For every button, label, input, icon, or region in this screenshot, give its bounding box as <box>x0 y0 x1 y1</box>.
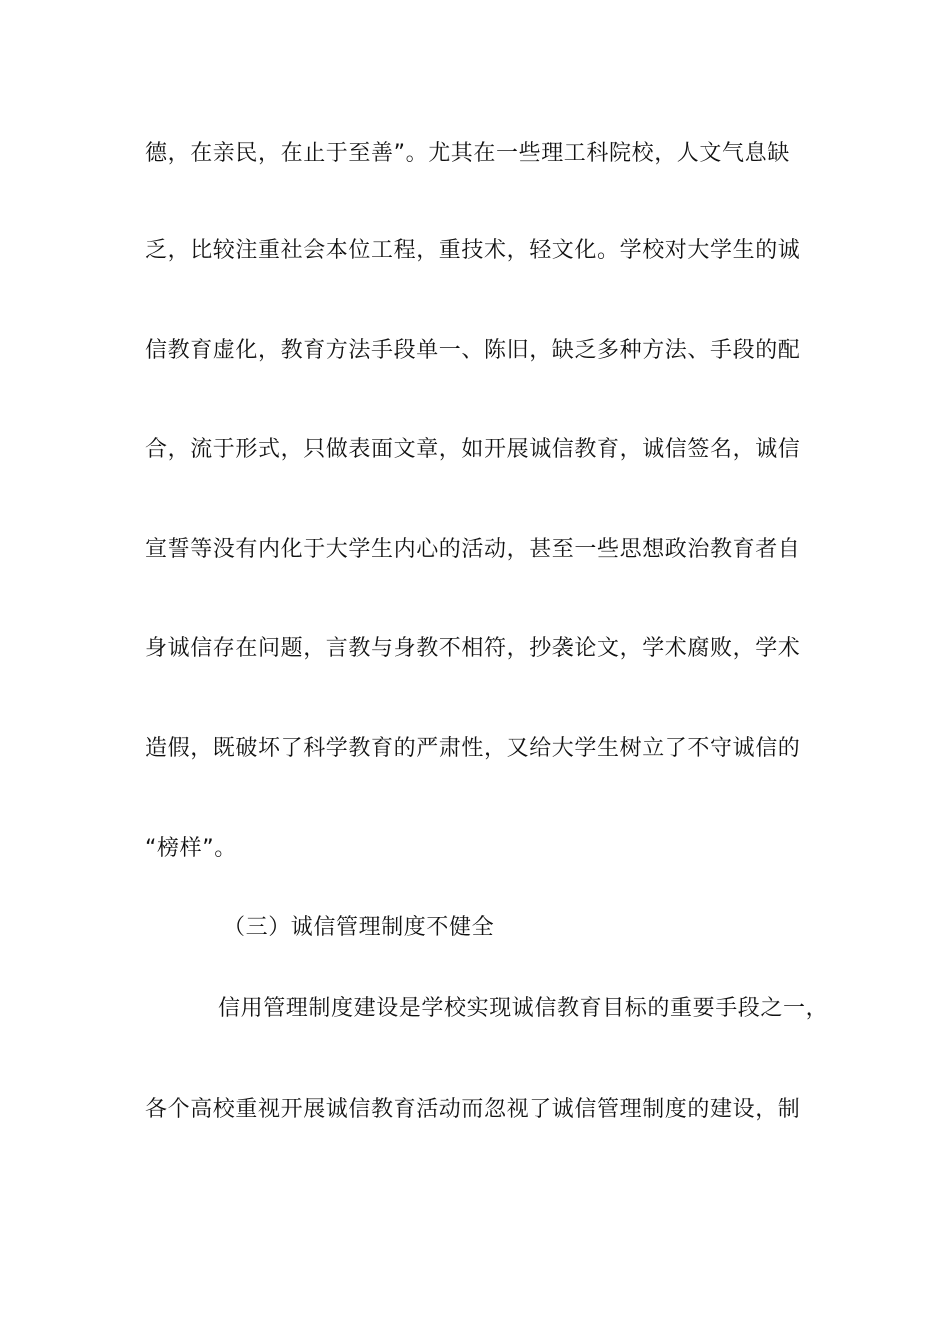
paragraph-line: 身诚信存在问题，言教与身教不相符，抄袭论文，学术腐败，学术 <box>145 636 801 661</box>
paragraph-line: 信教育虚化，教育方法手段单一、陈旧，缺乏多种方法、手段的配 <box>145 338 801 363</box>
paragraph-line: “榜样”。 <box>145 836 237 861</box>
paragraph-line: 德，在亲民，在止于至善”。尤其在一些理工科院校，人文气息缺 <box>145 141 790 166</box>
paragraph-line: 宣誓等没有内化于大学生内心的活动，甚至一些思想政治教育者自 <box>145 537 801 562</box>
paragraph-line: 造假，既破坏了科学教育的严肃性，又给大学生树立了不守诚信的 <box>145 736 801 761</box>
paragraph-line: 各个高校重视开展诚信教育活动而忽视了诚信管理制度的建设，制 <box>145 1097 801 1122</box>
paragraph-line: 信用管理制度建设是学校实现诚信教育目标的重要手段之一， <box>218 996 829 1021</box>
section-heading: （三）诚信管理制度不健全 <box>223 915 495 940</box>
paragraph-line: 乏，比较注重社会本位工程，重技术，轻文化。学校对大学生的诚 <box>145 238 801 263</box>
paragraph-line: 合，流于形式，只做表面文章，如开展诚信教育，诚信签名，诚信 <box>145 437 801 462</box>
